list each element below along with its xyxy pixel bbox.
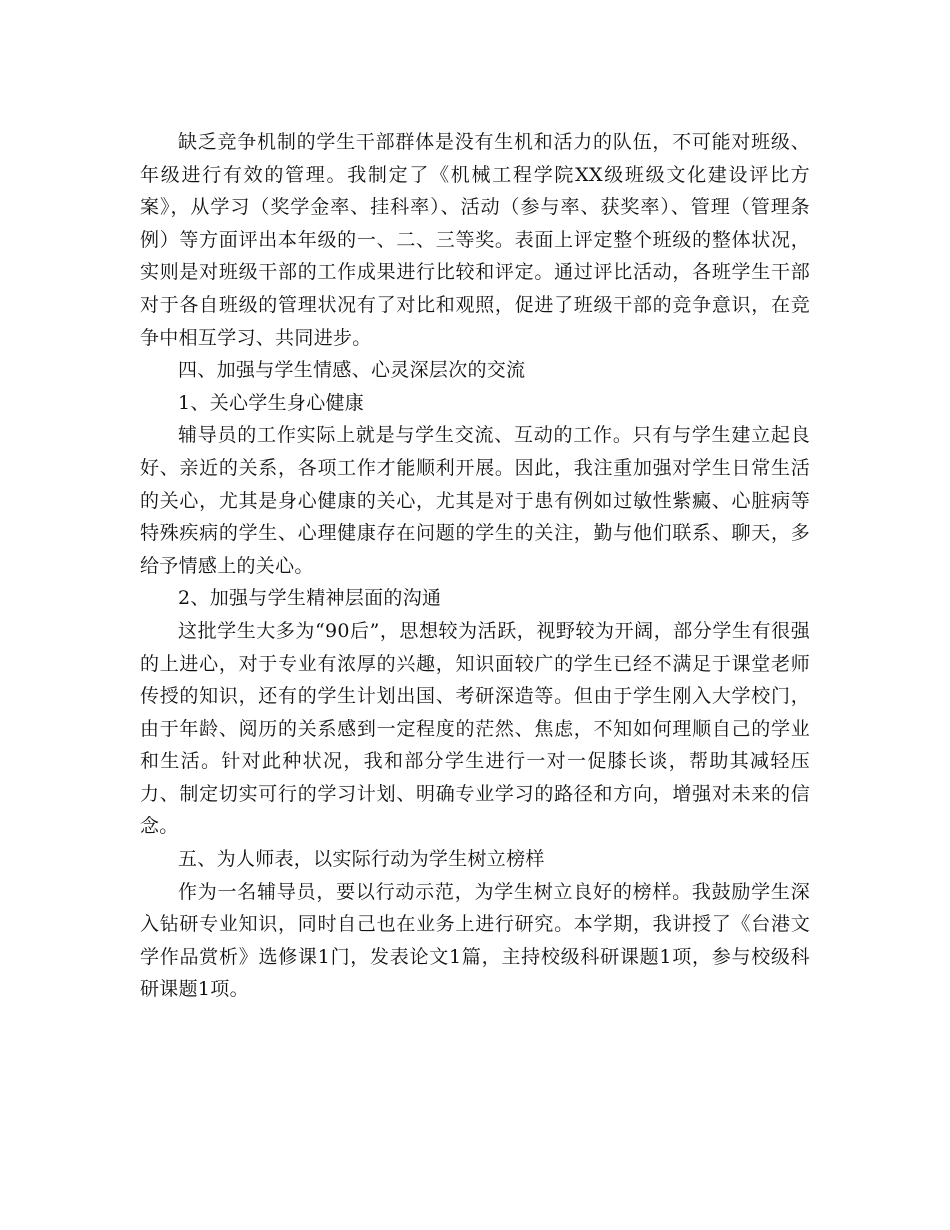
- heading-section-four: 四、加强与学生情感、心灵深层次的交流: [178, 359, 526, 382]
- paragraph-counselor-work: 辅导员的工作实际上就是与学生交流、互动的工作。只有与学生建立起良好、亲近的关系，各项工作才能顺利开展。因此，我注重加强对学生日常生活的关心，尤其是身心健康的关心，尤其是对于患有例如过敏性紫癜、心脏病等特殊疾病的学生、心理健康存在问题的学生的关注，勤与他们联系、聊天，多给予情感上的关心。: [140, 424, 810, 577]
- document-body: [140, 126, 810, 1006]
- paragraph-post-90s-students: 这批学生大多为“90后”，思想较为活跃，视野较为开阔，部分学生有很强的上进心，对于专业有浓厚的兴趣，知识面较广的学生已经不满足于课堂老师传授的知识，还有的学生计划出国、考研深造等。但由于学生刚入大学校门，由于年龄、阅历的关系感到一定程度的茫然、焦虑，不知如何理顺自己的学业和生活。针对此种状况，我和部分学生进行一对一促膝长谈，帮助其减轻压力、制定切实可行的学习计划、明确专业学习的路径和方向，增强对未来的信念。: [140, 619, 810, 838]
- paragraph-competition-mechanism: 缺乏竞争机制的学生干部群体是没有生机和活力的队伍，不可能对班级、年级进行有效的管理。我制定了《机械工程学院XX级班级文化建设评比方案》，从学习（奖学金率、挂科率）、活动（参与率、获奖率）、管理（管理条例）等方面评出本年级的一、二、三等奖。表面上评定整个班级的整体状况，实则是对班级干部的工作成果进行比较和评定。通过评比活动，各班学生干部对于各自班级的管理状况有了对比和观照，促进了班级干部的竞争意识，在竞争中相互学习、共同进步。: [140, 131, 810, 349]
- subheading-physical-mental-health: 1、关心学生身心健康: [178, 391, 365, 414]
- paragraph-role-model: 作为一名辅导员，要以行动示范，为学生树立良好的榜样。我鼓励学生深入钻研专业知识，同时自己也在业务上进行研究。本学期，我讲授了《台港文学作品赏析》选修课1门，发表论文1篇，主持校级科研课题1项，参与校级科研课题1项。: [140, 880, 810, 1001]
- heading-section-five: 五、为人师表，以实际行动为学生树立榜样: [178, 848, 545, 871]
- subheading-spiritual-communication: 2、加强与学生精神层面的沟通: [178, 587, 442, 610]
